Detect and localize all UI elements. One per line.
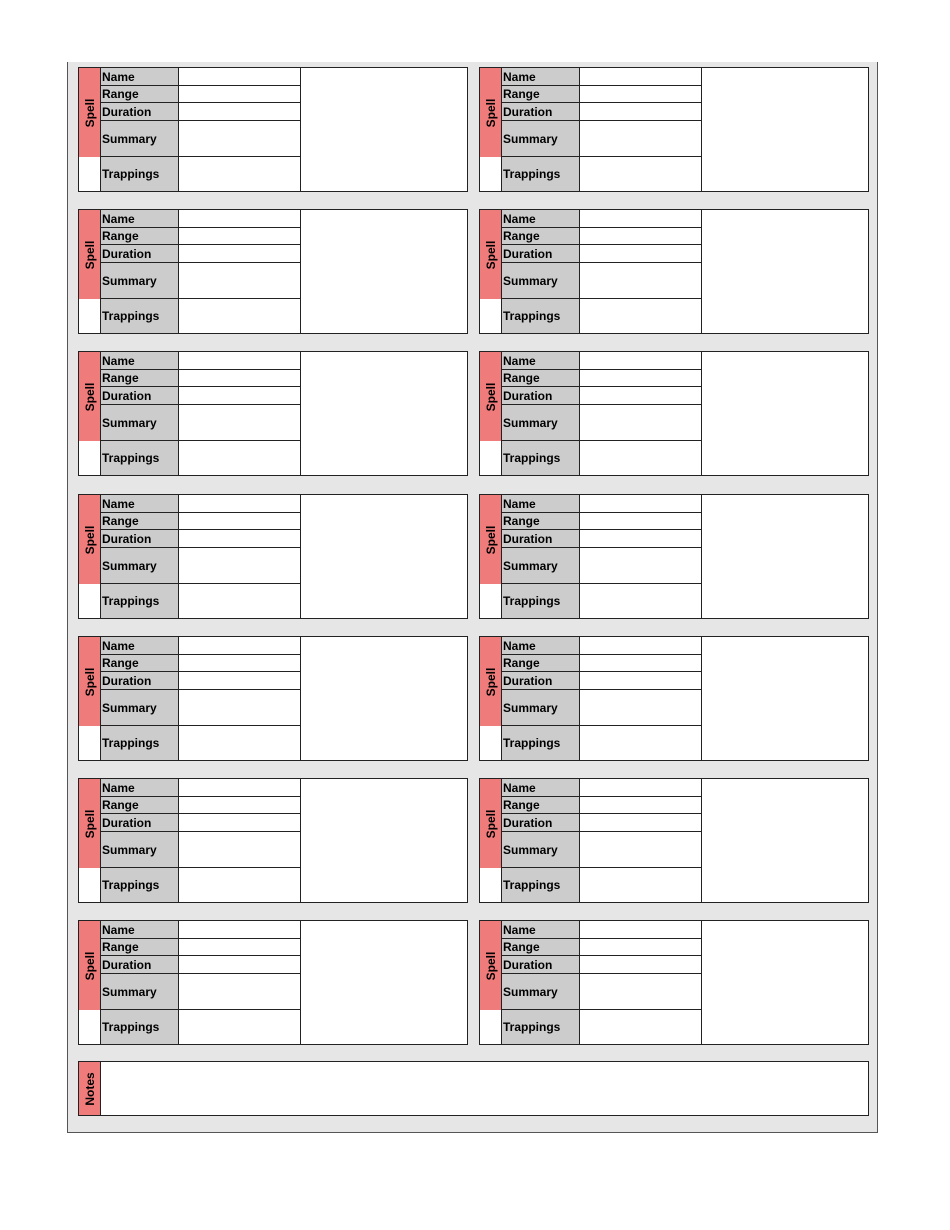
range-label: Range xyxy=(502,86,580,103)
duration-label: Duration xyxy=(502,387,580,405)
spell-card xyxy=(479,351,869,476)
duration-field[interactable] xyxy=(580,672,702,690)
spell-tab-blank xyxy=(480,584,502,618)
spell-tab-blank xyxy=(79,299,101,333)
summary-label: Summary xyxy=(502,263,580,299)
trappings-field[interactable] xyxy=(179,726,301,760)
duration-label: Duration xyxy=(101,814,179,832)
name-label: Name xyxy=(502,352,580,370)
duration-field[interactable] xyxy=(580,245,702,263)
name-field[interactable] xyxy=(580,68,702,86)
spell-card xyxy=(78,636,468,761)
spell-tab xyxy=(480,68,502,157)
range-field[interactable] xyxy=(580,370,702,387)
trappings-field[interactable] xyxy=(580,299,702,333)
range-label: Range xyxy=(101,939,179,956)
trappings-field[interactable] xyxy=(580,868,702,902)
range-label: Range xyxy=(502,228,580,245)
name-field[interactable] xyxy=(580,210,702,228)
summary-field[interactable] xyxy=(179,690,301,726)
duration-label: Duration xyxy=(502,672,580,690)
spell-tab xyxy=(79,352,101,441)
range-label: Range xyxy=(101,797,179,814)
spell-tab xyxy=(480,921,502,1010)
spell-tab-blank xyxy=(480,299,502,333)
spell-tab xyxy=(79,779,101,868)
name-field[interactable] xyxy=(580,352,702,370)
spell-tab xyxy=(480,495,502,584)
duration-field[interactable] xyxy=(179,245,301,263)
summary-field[interactable] xyxy=(179,832,301,868)
name-label: Name xyxy=(502,495,580,513)
range-label: Range xyxy=(101,228,179,245)
spell-tab-label: Spell xyxy=(483,525,498,554)
spell-tab-blank xyxy=(79,584,101,618)
spell-tab-blank xyxy=(79,441,101,475)
range-field[interactable] xyxy=(580,939,702,956)
name-label: Name xyxy=(502,637,580,655)
spell-tab-label: Spell xyxy=(483,98,498,127)
spell-tab xyxy=(480,779,502,868)
range-label: Range xyxy=(101,513,179,530)
duration-label: Duration xyxy=(101,530,179,548)
range-label: Range xyxy=(101,655,179,672)
name-field[interactable] xyxy=(580,921,702,939)
trappings-field[interactable] xyxy=(179,441,301,475)
summary-label: Summary xyxy=(101,121,179,157)
duration-label: Duration xyxy=(502,103,580,121)
trappings-label: Trappings xyxy=(101,584,179,618)
spell-card xyxy=(479,494,869,619)
trappings-label: Trappings xyxy=(101,299,179,333)
range-field[interactable] xyxy=(179,513,301,530)
name-field[interactable] xyxy=(580,637,702,655)
spell-card xyxy=(78,67,468,192)
name-field[interactable] xyxy=(179,210,301,228)
summary-field[interactable] xyxy=(179,548,301,584)
duration-label: Duration xyxy=(101,672,179,690)
trappings-label: Trappings xyxy=(502,584,580,618)
spell-card xyxy=(78,209,468,334)
range-label: Range xyxy=(502,797,580,814)
summary-label: Summary xyxy=(101,263,179,299)
spell-tab-label: Spell xyxy=(483,809,498,838)
trappings-label: Trappings xyxy=(101,1010,179,1044)
trappings-field[interactable] xyxy=(580,584,702,618)
spell-tab xyxy=(480,210,502,299)
spell-tab-blank xyxy=(79,726,101,760)
name-field[interactable] xyxy=(179,921,301,939)
spell-tab-label: Spell xyxy=(483,240,498,269)
summary-field[interactable] xyxy=(580,548,702,584)
summary-label: Summary xyxy=(502,405,580,441)
range-field[interactable] xyxy=(580,86,702,103)
duration-field[interactable] xyxy=(580,956,702,974)
duration-field[interactable] xyxy=(179,387,301,405)
summary-label: Summary xyxy=(101,548,179,584)
duration-field[interactable] xyxy=(580,387,702,405)
name-label: Name xyxy=(101,637,179,655)
name-label: Name xyxy=(101,68,179,86)
name-label: Name xyxy=(502,68,580,86)
range-field[interactable] xyxy=(179,370,301,387)
spell-tab-label: Spell xyxy=(483,382,498,411)
spell-tab xyxy=(79,637,101,726)
range-field[interactable] xyxy=(580,513,702,530)
trappings-field[interactable] xyxy=(179,584,301,618)
name-field[interactable] xyxy=(179,495,301,513)
spell-card xyxy=(479,67,869,192)
spell-tab xyxy=(79,210,101,299)
spell-tab-label: Spell xyxy=(82,240,97,269)
range-field[interactable] xyxy=(179,655,301,672)
spell-tab-blank xyxy=(79,157,101,191)
summary-label: Summary xyxy=(101,690,179,726)
summary-field[interactable] xyxy=(580,974,702,1010)
summary-field[interactable] xyxy=(580,690,702,726)
name-field[interactable] xyxy=(179,352,301,370)
spell-tab-label: Spell xyxy=(82,525,97,554)
name-label: Name xyxy=(101,210,179,228)
spell-tab-blank xyxy=(79,1010,101,1044)
range-field[interactable] xyxy=(179,228,301,245)
spell-tab-label: Spell xyxy=(82,951,97,980)
spell-card xyxy=(78,778,468,903)
name-label: Name xyxy=(502,921,580,939)
trappings-field[interactable] xyxy=(580,157,702,191)
spell-tab-label: Spell xyxy=(82,382,97,411)
duration-label: Duration xyxy=(502,530,580,548)
spell-tab-blank xyxy=(480,441,502,475)
name-field[interactable] xyxy=(179,68,301,86)
duration-label: Duration xyxy=(101,103,179,121)
summary-field[interactable] xyxy=(179,405,301,441)
duration-label: Duration xyxy=(101,245,179,263)
trappings-field[interactable] xyxy=(179,299,301,333)
name-label: Name xyxy=(101,921,179,939)
name-field[interactable] xyxy=(179,779,301,797)
summary-label: Summary xyxy=(101,405,179,441)
spell-tab xyxy=(79,68,101,157)
trappings-label: Trappings xyxy=(101,441,179,475)
summary-label: Summary xyxy=(502,121,580,157)
trappings-label: Trappings xyxy=(101,868,179,902)
duration-field[interactable] xyxy=(580,530,702,548)
duration-label: Duration xyxy=(101,387,179,405)
summary-label: Summary xyxy=(502,974,580,1010)
range-field[interactable] xyxy=(580,655,702,672)
summary-field[interactable] xyxy=(179,974,301,1010)
duration-field[interactable] xyxy=(580,103,702,121)
trappings-label: Trappings xyxy=(101,157,179,191)
duration-field[interactable] xyxy=(179,530,301,548)
spell-card xyxy=(78,494,468,619)
trappings-field[interactable] xyxy=(580,726,702,760)
spell-tab-label: Spell xyxy=(82,809,97,838)
trappings-label: Trappings xyxy=(502,726,580,760)
spell-card xyxy=(479,778,869,903)
range-field[interactable] xyxy=(580,228,702,245)
trappings-label: Trappings xyxy=(502,299,580,333)
summary-label: Summary xyxy=(502,832,580,868)
name-label: Name xyxy=(502,210,580,228)
summary-field[interactable] xyxy=(179,263,301,299)
name-field[interactable] xyxy=(580,495,702,513)
spell-tab-label: Spell xyxy=(483,667,498,696)
trappings-label: Trappings xyxy=(502,1010,580,1044)
duration-field[interactable] xyxy=(179,672,301,690)
spell-card xyxy=(479,920,869,1045)
summary-label: Summary xyxy=(502,690,580,726)
summary-label: Summary xyxy=(101,832,179,868)
summary-label: Summary xyxy=(101,974,179,1010)
spell-tab-blank xyxy=(480,726,502,760)
range-label: Range xyxy=(502,939,580,956)
notes-tab xyxy=(79,1062,101,1115)
spell-tab-label: Spell xyxy=(82,667,97,696)
spell-card xyxy=(78,351,468,476)
range-label: Range xyxy=(101,86,179,103)
summary-field[interactable] xyxy=(580,832,702,868)
range-label: Range xyxy=(101,370,179,387)
trappings-field[interactable] xyxy=(179,157,301,191)
notes-box[interactable] xyxy=(78,1061,869,1116)
range-field[interactable] xyxy=(179,939,301,956)
summary-label: Summary xyxy=(502,548,580,584)
duration-label: Duration xyxy=(502,245,580,263)
spell-card xyxy=(78,920,468,1045)
summary-field[interactable] xyxy=(580,263,702,299)
duration-field[interactable] xyxy=(179,956,301,974)
spell-tab-blank xyxy=(480,1010,502,1044)
duration-label: Duration xyxy=(502,956,580,974)
range-label: Range xyxy=(502,370,580,387)
spell-tab-label: Spell xyxy=(82,98,97,127)
trappings-field[interactable] xyxy=(179,1010,301,1044)
spell-tab-blank xyxy=(480,868,502,902)
range-label: Range xyxy=(502,655,580,672)
summary-field[interactable] xyxy=(179,121,301,157)
name-label: Name xyxy=(101,352,179,370)
duration-label: Duration xyxy=(101,956,179,974)
spell-sheet xyxy=(67,62,878,1133)
name-field[interactable] xyxy=(580,779,702,797)
name-label: Name xyxy=(502,779,580,797)
spell-tab xyxy=(79,921,101,1010)
spell-tab-label: Spell xyxy=(483,951,498,980)
duration-field[interactable] xyxy=(179,103,301,121)
duration-field[interactable] xyxy=(580,814,702,832)
spell-tab xyxy=(79,495,101,584)
trappings-label: Trappings xyxy=(101,726,179,760)
duration-label: Duration xyxy=(502,814,580,832)
trappings-field[interactable] xyxy=(179,868,301,902)
spell-card xyxy=(479,209,869,334)
spell-card xyxy=(479,636,869,761)
spell-tab xyxy=(480,352,502,441)
range-label: Range xyxy=(502,513,580,530)
trappings-label: Trappings xyxy=(502,441,580,475)
spell-tab xyxy=(480,637,502,726)
summary-field[interactable] xyxy=(580,121,702,157)
range-field[interactable] xyxy=(179,797,301,814)
name-field[interactable] xyxy=(179,637,301,655)
trappings-label: Trappings xyxy=(502,868,580,902)
notes-tab-label: Notes xyxy=(82,1071,97,1106)
spell-tab-blank xyxy=(480,157,502,191)
name-label: Name xyxy=(101,495,179,513)
trappings-label: Trappings xyxy=(502,157,580,191)
spell-tab-blank xyxy=(79,868,101,902)
range-field[interactable] xyxy=(179,86,301,103)
name-label: Name xyxy=(101,779,179,797)
range-field[interactable] xyxy=(580,797,702,814)
trappings-field[interactable] xyxy=(580,441,702,475)
summary-field[interactable] xyxy=(580,405,702,441)
duration-field[interactable] xyxy=(179,814,301,832)
trappings-field[interactable] xyxy=(580,1010,702,1044)
